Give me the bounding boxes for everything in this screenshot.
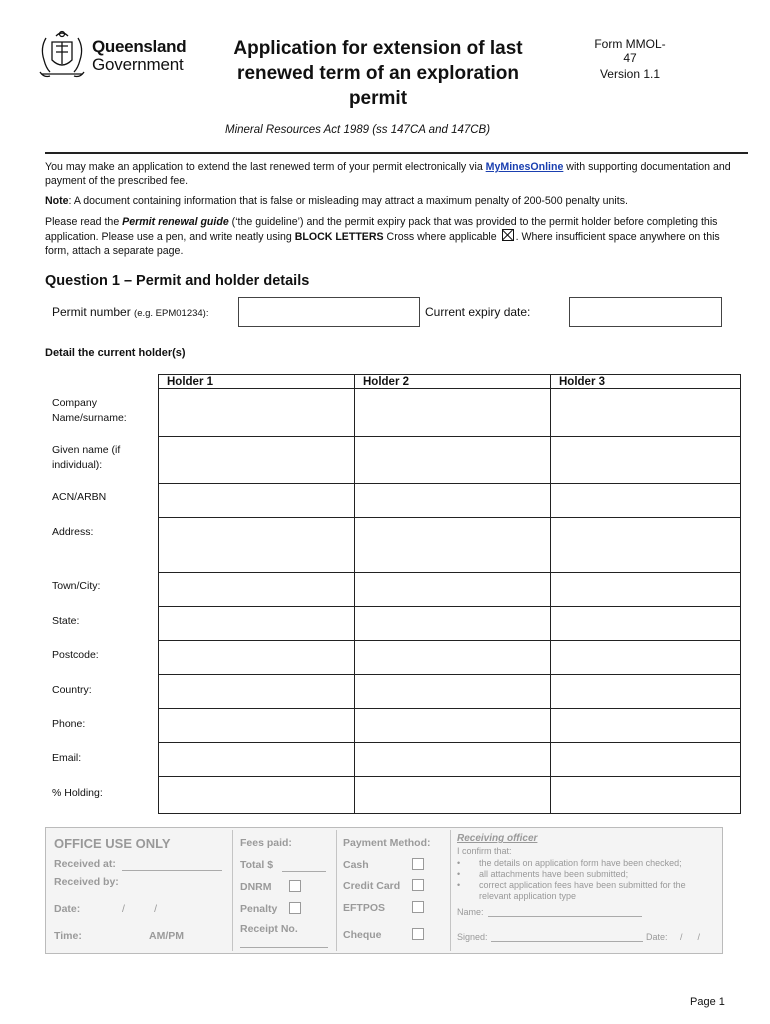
instruction-text: Cross where applicable bbox=[383, 231, 500, 243]
receiving-officer-heading: Receiving officer bbox=[457, 833, 538, 844]
note-text: : A document containing information that is false or misleading may attract a maximum penalty of 200-500 penalty units. bbox=[68, 195, 628, 207]
cell-h3-town[interactable] bbox=[550, 572, 741, 607]
dnrm-label: DNRM bbox=[240, 881, 272, 893]
office-use-heading: OFFICE USE ONLY bbox=[54, 836, 171, 851]
cell-h1-country[interactable] bbox=[158, 674, 355, 709]
office-divider bbox=[336, 830, 337, 951]
cell-h3-company[interactable] bbox=[550, 388, 741, 437]
bullet-icon: • bbox=[457, 858, 461, 868]
cell-h3-holding[interactable] bbox=[550, 776, 741, 814]
received-by-label: Received by: bbox=[54, 876, 119, 888]
cell-h1-company[interactable] bbox=[158, 388, 355, 437]
cell-h3-country[interactable] bbox=[550, 674, 741, 709]
row-label-acn: ACN/ARBN bbox=[52, 491, 107, 503]
expiry-date-label: Current expiry date: bbox=[425, 305, 531, 319]
qld-gov-logo bbox=[36, 28, 196, 82]
instruction-text: Please read the bbox=[45, 216, 123, 228]
total-line[interactable] bbox=[282, 871, 326, 872]
credit-card-checkbox[interactable] bbox=[412, 879, 424, 891]
signed-line[interactable] bbox=[491, 941, 643, 942]
cell-h2-country[interactable] bbox=[354, 674, 551, 709]
cell-h2-phone[interactable] bbox=[354, 708, 551, 743]
cell-h2-holding[interactable] bbox=[354, 776, 551, 814]
crossed-box-icon bbox=[502, 229, 514, 241]
permit-number-input[interactable] bbox=[238, 297, 420, 327]
instructions-paragraph bbox=[45, 215, 745, 258]
cheque-label: Cheque bbox=[343, 929, 382, 941]
confirm-bullets bbox=[457, 858, 719, 902]
row-label-email: Email: bbox=[52, 752, 82, 764]
row-label-country: Country: bbox=[52, 684, 92, 696]
bullet-text: the details on application form have been checked; bbox=[479, 858, 682, 868]
cell-h1-email[interactable] bbox=[158, 742, 355, 777]
note-paragraph bbox=[45, 194, 745, 208]
cell-h2-address[interactable] bbox=[354, 517, 551, 573]
question-1-heading: Question 1 – Permit and holder details bbox=[45, 273, 310, 289]
form-id: Form MMOL-47 bbox=[594, 37, 666, 65]
holder-2-header: Holder 2 bbox=[354, 374, 551, 389]
instruction-text: (‘the guideline’) and the permit expiry pack that was provided to the permit holder before completing this application. Please use a pen, and write neatly using bbox=[45, 216, 718, 243]
cell-h2-town[interactable] bbox=[354, 572, 551, 607]
holder-details-table bbox=[45, 374, 741, 814]
penalty-label: Penalty bbox=[240, 903, 278, 915]
permit-number-label bbox=[52, 305, 209, 319]
row-label-address: Address: bbox=[52, 526, 94, 538]
cell-h2-email[interactable] bbox=[354, 742, 551, 777]
cell-h1-postcode[interactable] bbox=[158, 640, 355, 675]
form-title: Application for extension of last renewed term of an exploration permit bbox=[233, 38, 523, 109]
signature-date-label: Date: bbox=[646, 932, 668, 942]
permit-number-text: Permit number bbox=[52, 305, 135, 319]
row-label-phone: Phone: bbox=[52, 718, 86, 730]
logo-line-1: Queensland bbox=[92, 37, 187, 56]
bullet-text: all attachments have been submitted; bbox=[479, 869, 629, 879]
fees-paid-label: Fees paid: bbox=[240, 837, 292, 849]
date-slashes: / / bbox=[122, 903, 158, 915]
permit-number-example: (e.g. EPM01234): bbox=[134, 308, 209, 319]
cell-h1-phone[interactable] bbox=[158, 708, 355, 743]
note-label: Note bbox=[45, 195, 69, 207]
row-label-given-name: Given name (if individual): bbox=[52, 444, 121, 471]
legislation-reference: Mineral Resources Act 1989 (ss 147CA and 147CB) bbox=[225, 124, 491, 136]
myminesonline-link[interactable]: MyMinesOnline bbox=[485, 161, 564, 173]
receipt-no-label: Receipt No. bbox=[240, 923, 298, 935]
intro-text: You may make an application to extend the last renewed term of your permit electronically via bbox=[45, 161, 486, 173]
cell-h2-postcode[interactable] bbox=[354, 640, 551, 675]
name-line[interactable] bbox=[488, 916, 642, 917]
cell-h3-given-name[interactable] bbox=[550, 436, 741, 484]
name-label: Name: bbox=[457, 907, 484, 917]
cash-label: Cash bbox=[343, 859, 369, 871]
time-label: Time: bbox=[54, 930, 82, 942]
cheque-checkbox[interactable] bbox=[412, 928, 424, 940]
cash-checkbox[interactable] bbox=[412, 858, 424, 870]
expiry-date-input[interactable] bbox=[569, 297, 722, 327]
total-label: Total $ bbox=[240, 859, 274, 871]
row-label-holding: % Holding: bbox=[52, 787, 103, 799]
office-divider bbox=[232, 830, 233, 951]
dnrm-checkbox[interactable] bbox=[289, 880, 301, 892]
payment-method-label: Payment Method: bbox=[343, 837, 431, 849]
cell-h3-email[interactable] bbox=[550, 742, 741, 777]
holder-3-header: Holder 3 bbox=[550, 374, 741, 389]
page-number: Page 1 bbox=[690, 996, 725, 1008]
eftpos-checkbox[interactable] bbox=[412, 901, 424, 913]
cell-h1-town[interactable] bbox=[158, 572, 355, 607]
date-label: Date: bbox=[54, 903, 81, 915]
bullet-icon: • bbox=[457, 880, 461, 890]
cell-h1-address[interactable] bbox=[158, 517, 355, 573]
cell-h3-phone[interactable] bbox=[550, 708, 741, 743]
cell-h1-acn[interactable] bbox=[158, 483, 355, 518]
penalty-checkbox[interactable] bbox=[289, 902, 301, 914]
cell-h1-given-name[interactable] bbox=[158, 436, 355, 484]
cell-h2-given-name[interactable] bbox=[354, 436, 551, 484]
office-use-panel bbox=[45, 827, 723, 954]
confirm-text: I confirm that: bbox=[457, 846, 512, 856]
row-label-state: State: bbox=[52, 615, 80, 627]
cell-h3-state[interactable] bbox=[550, 606, 741, 641]
holder-1-header: Holder 1 bbox=[158, 374, 355, 389]
signature-date-slashes: / / bbox=[680, 932, 701, 942]
form-version: Version 1.1 bbox=[599, 67, 661, 81]
row-label-company: Company Name/surname: bbox=[52, 397, 127, 424]
coat-of-arms-icon bbox=[36, 28, 88, 82]
eftpos-label: EFTPOS bbox=[343, 902, 386, 914]
intro-text: with supporting documentation and payment of the prescribed fee. bbox=[45, 161, 731, 187]
receipt-no-line[interactable] bbox=[240, 947, 328, 948]
bullet-icon: • bbox=[457, 869, 461, 879]
cell-h2-company[interactable] bbox=[354, 388, 551, 437]
intro-paragraph-1 bbox=[45, 160, 745, 188]
bullet-text: correct application fees have been submitted for the relevant application type bbox=[479, 880, 686, 901]
cell-h3-postcode[interactable] bbox=[550, 640, 741, 675]
cell-h1-state[interactable] bbox=[158, 606, 355, 641]
ampm-label: AM/PM bbox=[149, 930, 184, 942]
instruction-text: . Where insufficient space anywhere on this form, attach a separate page. bbox=[45, 231, 720, 257]
holders-heading: Detail the current holder(s) bbox=[45, 347, 186, 359]
office-divider bbox=[450, 830, 451, 951]
cell-h2-acn[interactable] bbox=[354, 483, 551, 518]
row-label-town: Town/City: bbox=[52, 580, 101, 592]
cell-h1-holding[interactable] bbox=[158, 776, 355, 814]
signed-label: Signed: bbox=[457, 932, 488, 942]
cell-h3-acn[interactable] bbox=[550, 483, 741, 518]
row-label-postcode: Postcode: bbox=[52, 649, 99, 661]
received-at-label: Received at: bbox=[54, 858, 116, 870]
credit-card-label: Credit Card bbox=[343, 880, 401, 892]
cell-h3-address[interactable] bbox=[550, 517, 741, 573]
logo-line-2: Government bbox=[92, 55, 184, 74]
received-at-line[interactable] bbox=[122, 870, 222, 871]
header-divider bbox=[45, 152, 748, 154]
cell-h2-state[interactable] bbox=[354, 606, 551, 641]
block-letters-text: BLOCK LETTERS bbox=[294, 231, 384, 243]
guide-reference: Permit renewal guide bbox=[122, 216, 229, 228]
